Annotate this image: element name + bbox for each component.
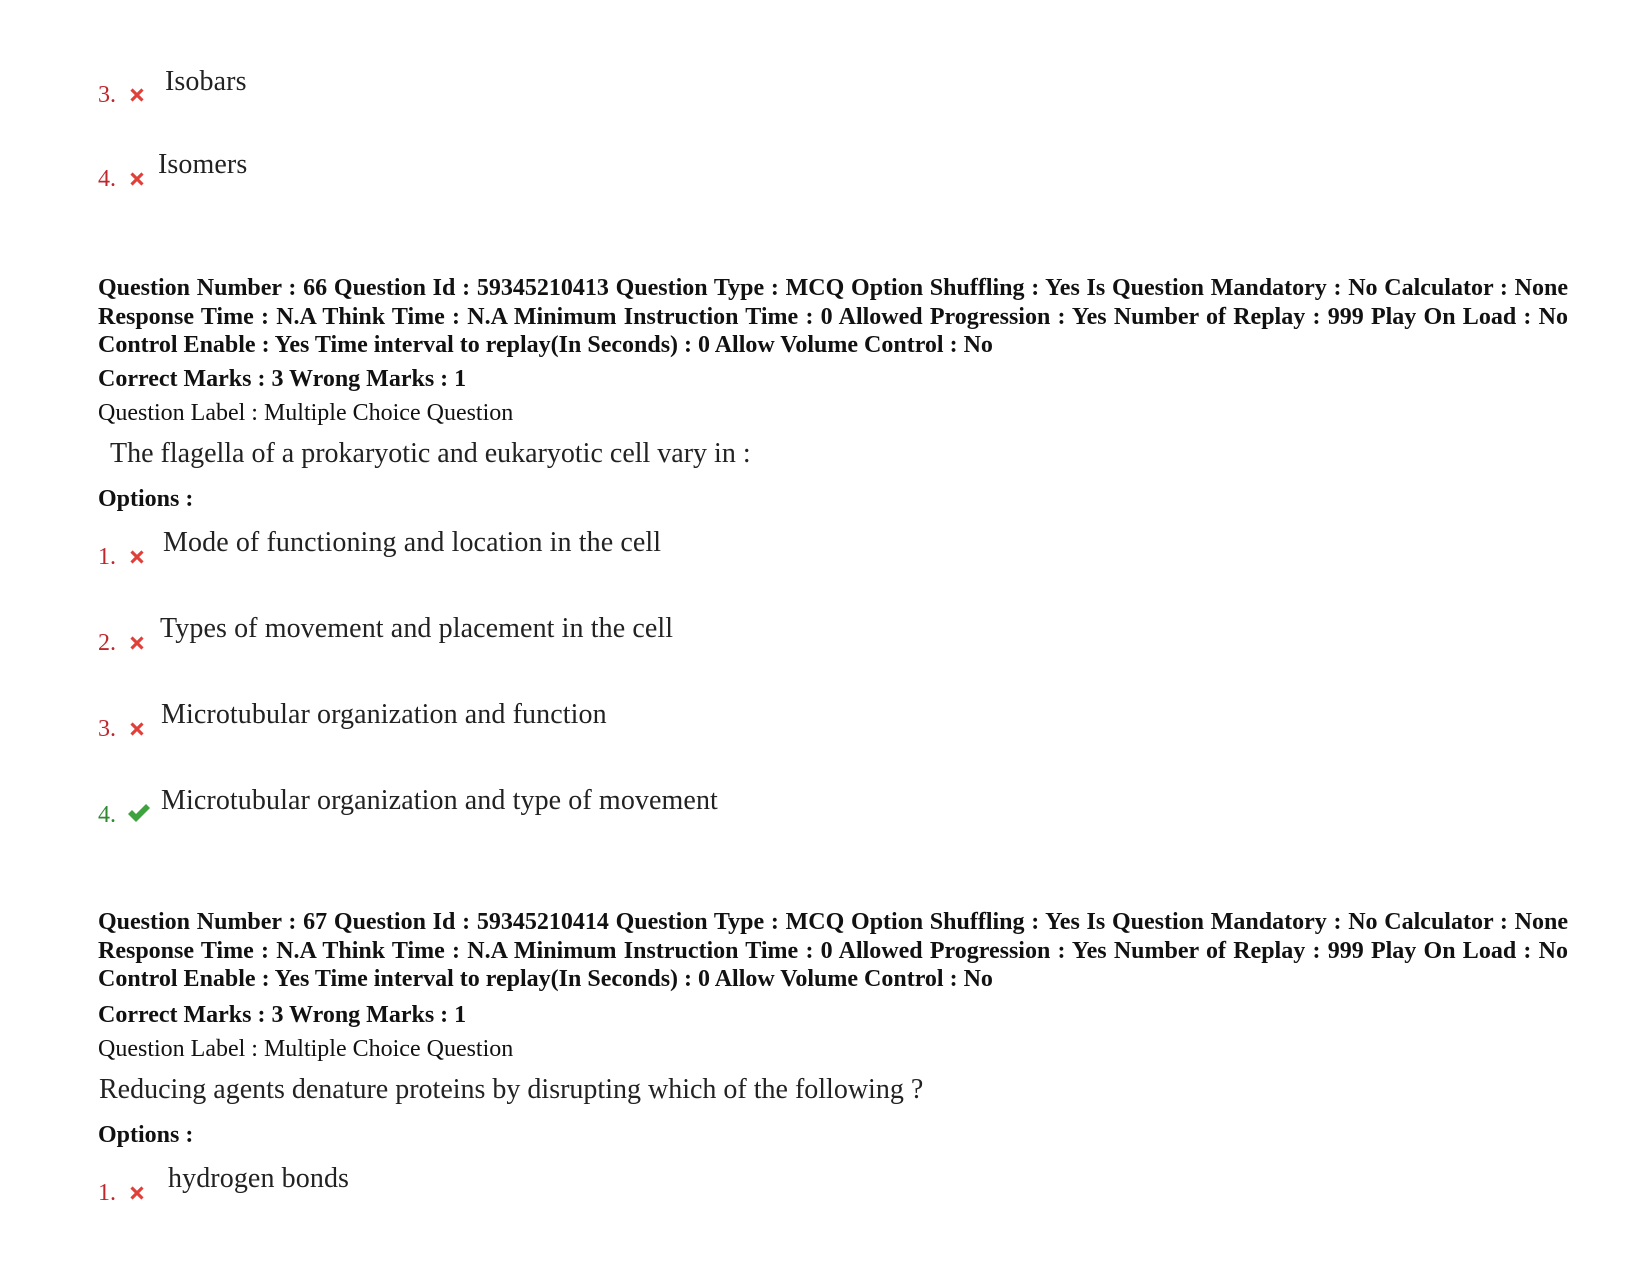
cross-icon bbox=[126, 84, 148, 106]
options-heading: Options : bbox=[98, 486, 194, 512]
option-number: 1. bbox=[98, 544, 116, 570]
option-number: 3. bbox=[98, 82, 116, 108]
option-row bbox=[98, 66, 1298, 132]
options-heading: Options : bbox=[98, 1122, 194, 1148]
option-text: Isomers bbox=[158, 149, 248, 180]
question-label: Question Label : Multiple Choice Question bbox=[98, 1036, 514, 1062]
option-number: 1. bbox=[98, 1180, 116, 1206]
check-icon bbox=[126, 801, 152, 825]
option-text: Mode of functioning and location in the cell bbox=[163, 527, 662, 558]
option-row bbox=[98, 613, 1298, 680]
option-row bbox=[98, 149, 1298, 216]
option-text: Microtubular organization and type of movement bbox=[161, 785, 718, 816]
option-text: Microtubular organization and function bbox=[161, 699, 607, 730]
question-label: Question Label : Multiple Choice Question bbox=[98, 400, 514, 426]
question-marks: Correct Marks : 3 Wrong Marks : 1 bbox=[98, 366, 467, 392]
option-row bbox=[98, 1163, 1298, 1230]
option-row bbox=[98, 699, 1298, 766]
option-number: 2. bbox=[98, 630, 116, 656]
option-text: hydrogen bonds bbox=[168, 1163, 350, 1194]
option-number: 3. bbox=[98, 716, 116, 742]
cross-icon bbox=[126, 718, 148, 740]
cross-icon bbox=[126, 546, 148, 568]
option-number: 4. bbox=[98, 166, 116, 192]
option-row bbox=[98, 785, 1298, 852]
cross-icon bbox=[126, 168, 148, 190]
question-text: Reducing agents denature proteins by disrupting which of the following ? bbox=[99, 1074, 924, 1105]
option-text: Isobars bbox=[165, 66, 247, 97]
question-text: The flagella of a prokaryotic and eukaryotic cell vary in : bbox=[110, 438, 751, 469]
question-meta: Question Number : 66 Question Id : 59345210413 Question Type : MCQ Option Shuffling : Yes Is Question Mandatory : No Calculator : None Response Time : N.A Think Time : N.A Minimum Instruction Time : 0 Allowed Progression : Yes Number of Replay : 999 Play On Load : No Control Enable : Yes Time interval to replay(In Seconds) : 0 Allow Volume Control : No bbox=[98, 275, 1568, 358]
question-marks: Correct Marks : 3 Wrong Marks : 1 bbox=[98, 1002, 467, 1028]
option-row bbox=[98, 527, 1298, 594]
cross-icon bbox=[126, 1182, 148, 1204]
option-number: 4. bbox=[98, 802, 116, 828]
question-meta: Question Number : 67 Question Id : 59345210414 Question Type : MCQ Option Shuffling : Yes Is Question Mandatory : No Calculator : None Response Time : N.A Think Time : N.A Minimum Instruction Time : 0 Allowed Progression : Yes Number of Replay : 999 Play On Load : No Control Enable : Yes Time interval to replay(In Seconds) : 0 Allow Volume Control : No bbox=[98, 909, 1568, 992]
cross-icon bbox=[126, 632, 148, 654]
option-text: Types of movement and placement in the cell bbox=[160, 613, 674, 644]
